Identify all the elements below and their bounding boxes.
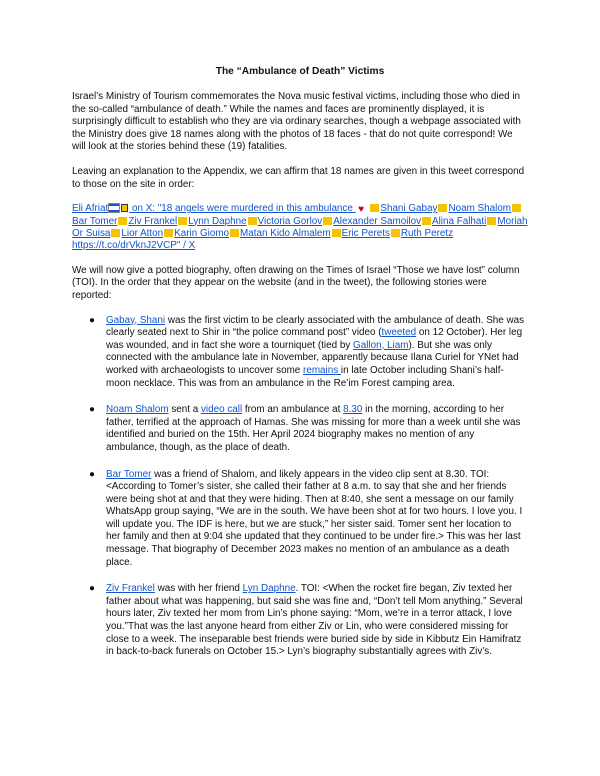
victim-name-link[interactable]: Noam Shalom bbox=[106, 404, 169, 416]
bullet: ● bbox=[89, 468, 95, 480]
gallon-liam-link[interactable]: Gallon, Liam bbox=[353, 339, 409, 351]
tweet-url-link[interactable]: https://t.co/drVknJ2VCP" / X bbox=[72, 240, 196, 252]
yellow-ribbon-icon bbox=[438, 204, 447, 212]
tweet-name-link[interactable]: Noam Shalom bbox=[448, 203, 512, 215]
yellow-ribbon-icon bbox=[332, 229, 341, 237]
list-item: ● Gabay, Shani was the first victim to be clearly associated with the ambulance of death. She was clearly seated next to Shir in “the police command post” video (tweeted on 12 October). Her leg was wounded, and in fact she wore a tourniquet (tied by Gallon, Liam). But she was only connected with the ambulance late in November, apparently because Ilana Curiel for YNet had worked with archaeologists to uncover some remains in late October including Shani’s half-moon necklace. This was from an ambulance in the Re’im Forest camping area. bbox=[89, 314, 525, 389]
intro-paragraph: Israel’s Ministry of Tourism commemorates the Nova music festival victims, including those who died in the so-called “ambulance of death.” While the names and faces are prominently displayed, it is surprisingly difficult to establish who they are via ordinary searches, though a webpage associated with the Ministry does give 18 names along with the photos of 18 faces - that do not quite correspond! We will look at the stories behind these (19) fatalities. bbox=[72, 91, 521, 153]
list-item: ● Ziv Frankel was with her friend Lyn Daphne. TOI: <When the rocket fire began, Ziv texted her father about what was happening, but said she was fine and, “Don’t tell Mom anything.” Several hours later, Ziv texted her mom from Lin’s phone saying: “Mom, we’re in a terror attack, I love you.”That was the last anyone heard from either Ziv or Lin, who were considered missing for close to a week. The inseparable best friends were buried side by side in Kibbutz Ein Hamifratz in back-to-back funerals on October 15.> Lyn’s biography substantially agrees with Ziv’s. bbox=[89, 583, 523, 658]
tweet-name-link[interactable]: Lior Atton bbox=[121, 227, 164, 239]
tweet-quote bbox=[72, 203, 528, 253]
yellow-ribbon-icon bbox=[370, 204, 379, 212]
yellow-ribbon-icon bbox=[512, 204, 521, 212]
tweet-author-link[interactable]: Eli Afriat on X: "18 angels were murdered in this ambulance ♥ bbox=[72, 203, 365, 216]
yellow-ribbon-icon bbox=[391, 229, 400, 237]
tweeted-link[interactable]: tweeted bbox=[381, 327, 417, 339]
israel-flag-icon bbox=[109, 204, 119, 212]
yellow-ribbon-icon bbox=[487, 217, 496, 225]
tweet-name-link[interactable]: Ruth Peretz bbox=[400, 227, 454, 239]
victim-name-link[interactable]: Bar Tomer bbox=[106, 468, 152, 480]
yellow-ribbon-icon bbox=[164, 229, 173, 237]
heart-icon: ♥ bbox=[358, 204, 365, 216]
victim-name-link[interactable]: Ziv Frankel bbox=[106, 583, 155, 595]
tweet-name-link[interactable]: Lynn Daphne bbox=[188, 215, 247, 227]
tweet-name-link[interactable]: Matan Kido Almalem bbox=[240, 227, 331, 239]
yellow-ribbon-icon bbox=[178, 217, 187, 225]
tweet-name-link[interactable]: Shani Gabay bbox=[380, 203, 438, 215]
video-call-link[interactable]: video call bbox=[200, 404, 243, 416]
yellow-ribbon-icon bbox=[248, 217, 257, 225]
yellow-ribbon-icon bbox=[323, 217, 332, 225]
tweet-name-link[interactable]: Alina Falhati bbox=[432, 215, 487, 227]
yellow-ribbon-icon bbox=[118, 217, 127, 225]
tweet-name-link[interactable]: Alexander Samoilov bbox=[333, 215, 422, 227]
tweet-name-link[interactable]: Eric Perets bbox=[341, 227, 390, 239]
yellow-ribbon-icon bbox=[422, 217, 431, 225]
tweet-name-link[interactable]: Bar Tomer bbox=[72, 215, 118, 227]
yellow-ribbon-icon bbox=[111, 229, 120, 237]
list-item: ● Noam Shalom sent a video call from an ambulance at 8.30 in the morning, according to her father, terrified at the approach of Hamas. She was missing for more than a week until she was identified and buried on the 15th. Her April 2024 biography makes no mention of any ambulance, though, as the place of death. bbox=[89, 404, 521, 453]
bullet: ● bbox=[89, 404, 95, 416]
remains-link[interactable]: remains bbox=[303, 364, 341, 376]
bullet: ● bbox=[89, 314, 95, 326]
yellow-ribbon-icon bbox=[121, 204, 128, 212]
time-link[interactable]: 8.30 bbox=[343, 404, 363, 416]
tweet-name-link[interactable]: Ziv Frankel bbox=[128, 215, 178, 227]
list-item: ● Bar Tomer was a friend of Shalom, and likely appears in the video clip sent at 8.30. TOI: <According to Tomer’s sister, she called their father at 8 a.m. to say that she and her friends were being shot at and that they were hiding. Then at 8:40, she sent a message on our family WhatsApp group saying, “We are in the south. We have been shot at for two hours. I love you. I will update you. The IDF is here, but we are stuck,” her sister said. Tomer sent her location to her family and then at 9:04 she updated that they continued to be under fire.> This was her last message. That biography of December 2023 makes no mention of an ambulance as a death place. bbox=[89, 468, 523, 568]
potted-paragraph: We will now give a potted biography, often drawing on the Times of Israel “Those we have lost” column (TOI). In the order that they appear on the website (and in the tweet), the following stories were reported: bbox=[72, 264, 520, 301]
lyn-daphne-link[interactable]: Lyn Daphne bbox=[242, 583, 296, 595]
page-title: The “Ambulance of Death” Victims bbox=[215, 66, 385, 77]
victim-name-link[interactable]: Gabay, Shani bbox=[106, 314, 166, 326]
tweet-name-link[interactable]: Karin Giomo bbox=[174, 227, 230, 239]
yellow-ribbon-icon bbox=[230, 229, 239, 237]
bullet: ● bbox=[89, 583, 95, 595]
tweet-name-link[interactable]: Moriah Or Suisa bbox=[72, 215, 528, 239]
tweet-name-link[interactable]: Victoria Gorlov bbox=[257, 215, 323, 227]
appendix-paragraph: Leaving an explanation to the Appendix, we can affirm that 18 names are given in this tweet correspond to those on the site in order: bbox=[72, 165, 525, 190]
victim-list bbox=[72, 315, 528, 659]
